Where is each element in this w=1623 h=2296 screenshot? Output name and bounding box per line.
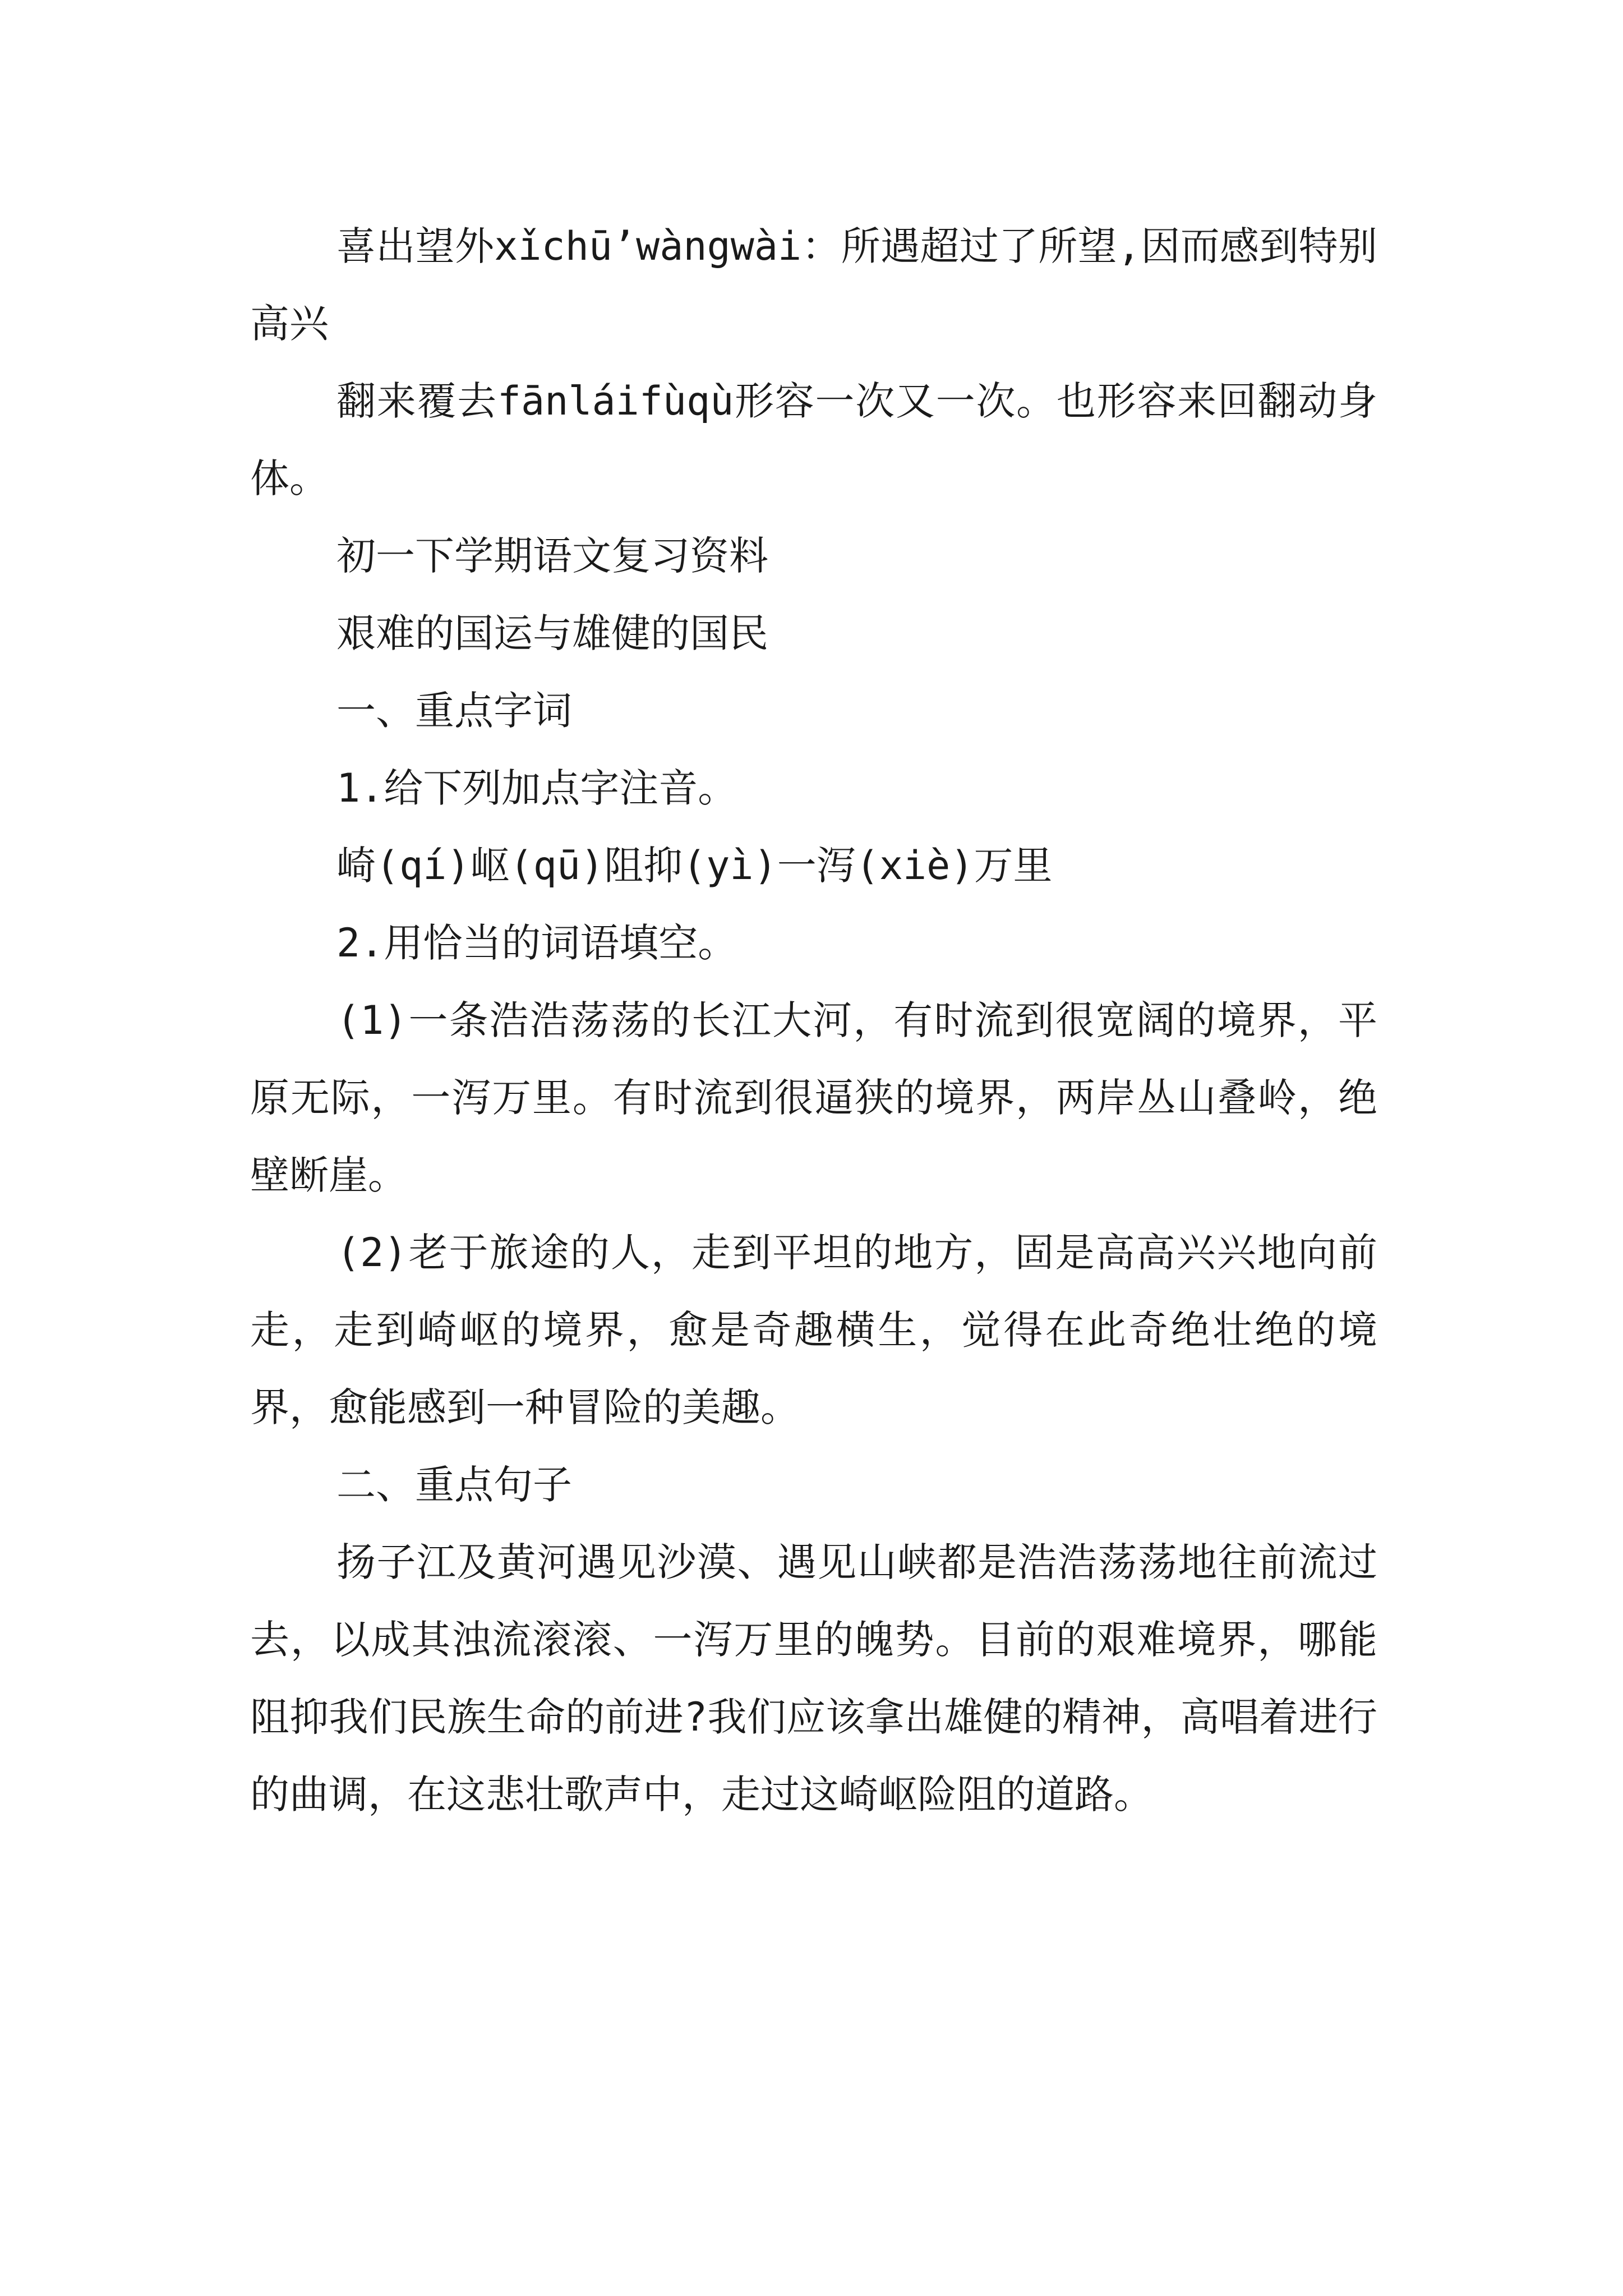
heading-key-words: 一、重点字词: [336, 688, 572, 734]
section-title-review-material: 初一下学期语文复习资料: [336, 533, 768, 579]
key-sentence-paragraph: 扬子江及黄河遇见沙漠、遇见山峡都是浩浩荡荡地往前流过去，以成其浊流滚滚、一泻万里的魄势。目前的艰难境界，哪能阻抑我们民族生命的前进?我们应该拿出雄健的精神，高唱着进行的曲调，在这悲壮歌声中，走过这崎岖险阻的道路。: [250, 1539, 1377, 1818]
exercise-2-item-1: (1)一条浩浩荡荡的长江大河，有时流到很宽阔的境界，平原无际，一泻万里。有时流到很逼狭的境界，两岸丛山叠岭，绝壁断崖。: [250, 997, 1377, 1198]
paragraph-idiom-fanlaifuqu: 翻来覆去fānláifùqù形容一次又一次。也形容来回翻动身体。: [250, 378, 1377, 501]
exercise-2-prompt: 2.用恰当的词语填空。: [336, 920, 737, 966]
exercise-2-item-2: (2)老于旅途的人，走到平坦的地方，固是高高兴兴地向前走，走到崎岖的境界，愈是奇趣横生，觉得在此奇绝壮绝的境界，愈能感到一种冒险的美趣。: [250, 1230, 1377, 1430]
exercise-1-prompt: 1.给下列加点字注音。: [336, 765, 737, 811]
lesson-title: 艰难的国运与雄健的国民: [336, 610, 768, 656]
document-body: [250, 208, 1377, 1833]
paragraph-idiom-xichuwangwai: 喜出望外xǐchū’wàngwài：所遇超过了所望,因而感到特别高兴: [250, 223, 1377, 347]
heading-key-sentences: 二、重点句子: [336, 1462, 572, 1508]
exercise-1-answer: 崎(qí)岖(qū)阻抑(yì)一泻(xiè)万里: [336, 843, 1053, 889]
